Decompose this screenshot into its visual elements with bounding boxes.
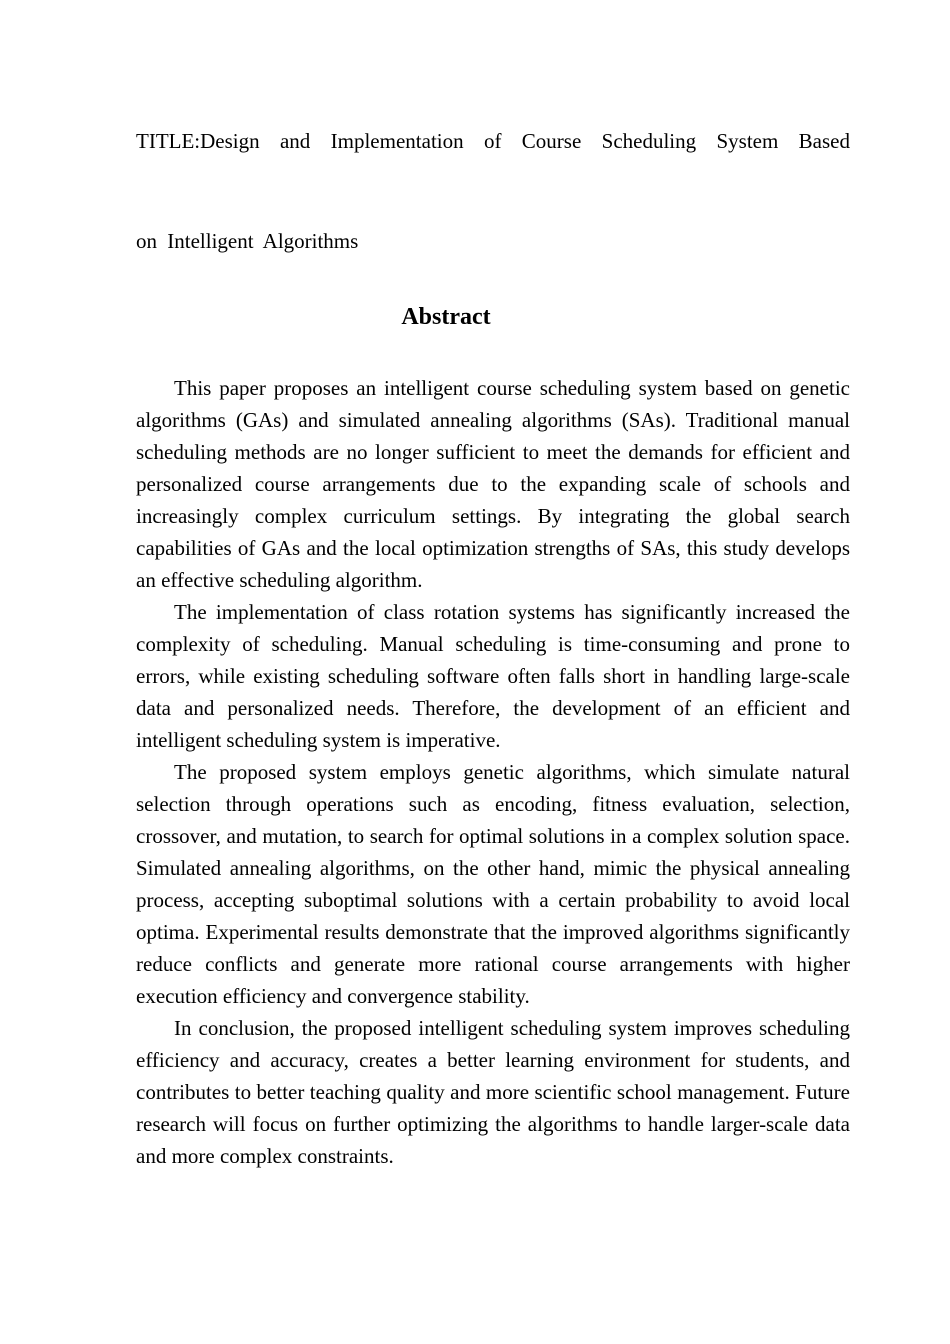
abstract-body bbox=[136, 372, 850, 1172]
abstract-heading: Abstract bbox=[401, 304, 491, 330]
abstract-paragraph-1: This paper proposes an intelligent course scheduling system based on genetic algorithms (GAs) and simulated annealing algorithms (SAs). Traditional manual scheduling methods are no longer sufficient to meet the demands for efficient and personalized course arrangements due to the expanding scale of schools and increasingly complex curriculum settings. By integrating the global search capabilities of GAs and the local optimization strengths of SAs, this study develops an effective scheduling algorithm. bbox=[136, 376, 850, 592]
title-line-2: on Intelligent Algorithms bbox=[136, 229, 359, 253]
abstract-paragraph-3: The proposed system employs genetic algorithms, which simulate natural selection through operations such as encoding, fitness evaluation, selection, crossover, and mutation, to search for optimal solutions in a complex solution space. Simulated annealing algorithms, on the other hand, mimic the physical annealing process, accepting suboptimal solutions with a certain probability to avoid local optima. Experimental results demonstrate that the improved algorithms significantly reduce conflicts and generate more rational course arrangements with higher execution efficiency and convergence stability. bbox=[136, 760, 850, 1008]
title-line-1: TITLE:Design and Implementation of Course Scheduling System Based bbox=[136, 129, 850, 153]
abstract-paragraph-4: In conclusion, the proposed intelligent scheduling system improves scheduling efficiency and accuracy, creates a better learning environment for students, and contributes to better teaching quality and more scientific school management. Future research will focus on further optimizing the algorithms to handle larger-scale data and more complex constraints. bbox=[136, 1016, 850, 1168]
abstract-paragraph-2: The implementation of class rotation systems has significantly increased the complexity of scheduling. Manual scheduling is time-consuming and prone to errors, while existing scheduling software often falls short in handling large-scale data and personalized needs. Therefore, the development of an efficient and intelligent scheduling system is imperative. bbox=[136, 600, 850, 752]
